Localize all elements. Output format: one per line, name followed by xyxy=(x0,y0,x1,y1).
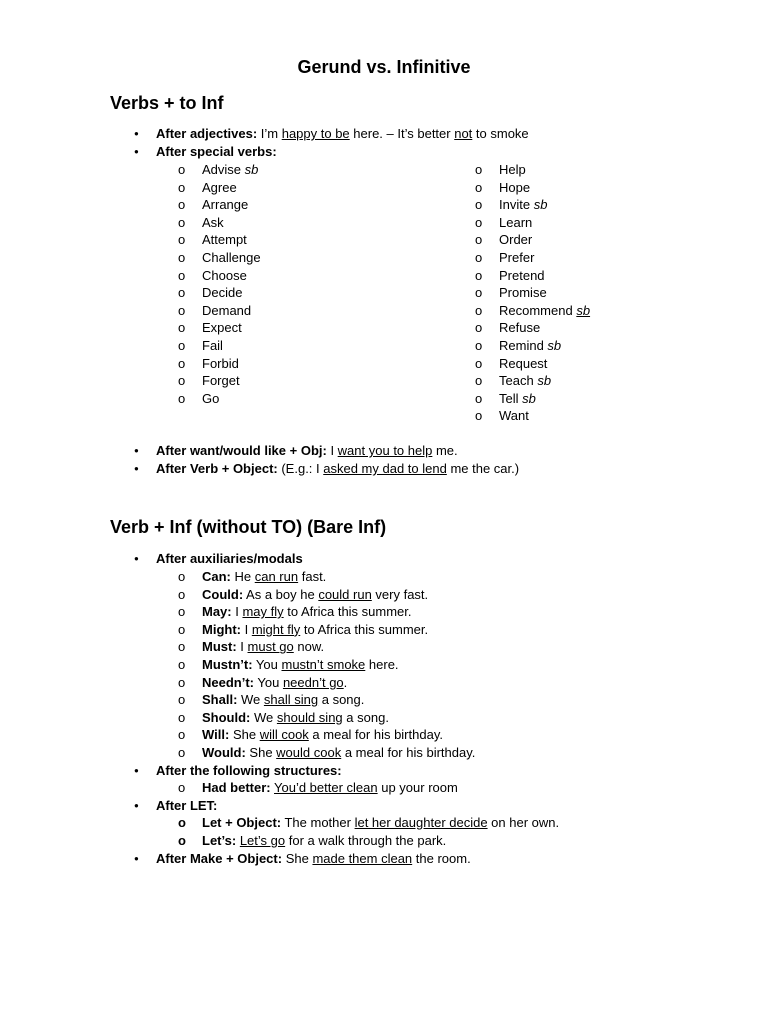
verb-text: Choose xyxy=(202,267,247,283)
item-label: After Verb + Object: xyxy=(156,461,278,476)
list-item-adjectives xyxy=(156,125,529,142)
verb-text: Prefer xyxy=(499,250,535,265)
example-underlined: needn’t go xyxy=(282,674,344,690)
verb-item xyxy=(202,355,239,372)
verb-item xyxy=(202,249,261,266)
item-label: After LET: xyxy=(156,798,218,813)
modal-item xyxy=(202,691,364,708)
verb-item xyxy=(202,196,248,213)
verb-item xyxy=(499,179,530,196)
verb-text: Forbid xyxy=(202,355,239,371)
item-text: to Africa this summer. xyxy=(283,604,412,620)
sb-marker: sb xyxy=(244,162,259,177)
verb-item xyxy=(202,161,258,178)
item-label: May: xyxy=(202,604,232,620)
example-underlined: Let’s go xyxy=(239,833,286,848)
verb-item xyxy=(499,355,547,372)
item-label: Let + Object: xyxy=(202,815,282,830)
example-underlined: not xyxy=(454,126,473,141)
verb-item xyxy=(202,372,240,389)
list-item-structures xyxy=(156,762,342,779)
modal-item xyxy=(202,674,347,691)
verb-item xyxy=(499,337,561,354)
list-item-special-verbs xyxy=(156,143,277,160)
item-label: Could: xyxy=(202,586,244,602)
item-text: . xyxy=(343,674,348,690)
verb-text: Order xyxy=(499,232,533,248)
item-label: Might: xyxy=(202,621,241,637)
verb-text: Teach xyxy=(499,373,534,389)
item-text: up your room xyxy=(377,780,458,795)
item-text: me the car.) xyxy=(446,461,520,476)
verb-text: Help xyxy=(499,162,526,177)
example-underlined: can run xyxy=(254,569,299,584)
verb-text: Promise xyxy=(499,285,547,301)
item-label: After the following structures: xyxy=(156,763,342,778)
verb-text: Expect xyxy=(202,320,242,336)
item-label: Would: xyxy=(202,745,246,760)
modal-item xyxy=(202,638,324,655)
item-text: I xyxy=(240,621,252,637)
verb-text: Tell xyxy=(499,390,519,406)
verb-item xyxy=(499,231,532,248)
page-title: Gerund vs. Infinitive xyxy=(297,57,471,77)
item-text: fast. xyxy=(298,569,327,584)
sub-item-let-object xyxy=(202,814,559,831)
item-text: a song. xyxy=(318,692,365,708)
verb-text: Refuse xyxy=(499,320,541,336)
example-underlined: could run xyxy=(318,586,372,602)
verb-text: Demand xyxy=(202,302,252,318)
verb-item xyxy=(202,231,247,248)
verb-item xyxy=(499,319,540,336)
item-label: After want/would like + Obj: xyxy=(156,443,327,458)
example-underlined: asked my dad to lend xyxy=(323,461,447,476)
list-item-make xyxy=(156,850,471,867)
item-text: I’m xyxy=(257,126,282,141)
verb-item xyxy=(202,214,224,231)
example-underlined: must go xyxy=(247,639,294,655)
example-underlined: let her daughter decide xyxy=(354,815,488,830)
verb-text: Remind xyxy=(499,338,544,353)
item-text: He xyxy=(230,569,255,584)
item-text: The mother xyxy=(281,815,355,830)
item-text: for a walk through the park. xyxy=(285,833,447,848)
sub-item-had-better xyxy=(202,779,458,796)
item-text: me. xyxy=(432,443,458,458)
sb-marker: sb xyxy=(537,373,552,389)
verb-text: Want xyxy=(499,408,529,424)
item-text: We xyxy=(250,709,277,725)
sub-item-lets xyxy=(202,832,446,849)
verb-item xyxy=(202,179,237,196)
item-label: After adjectives: xyxy=(156,126,258,141)
verb-item xyxy=(499,267,545,284)
modal-item xyxy=(202,744,475,761)
example-underlined: happy to be xyxy=(281,126,350,141)
modal-item xyxy=(202,726,443,743)
item-text: on her own. xyxy=(487,815,560,830)
item-text: I xyxy=(326,443,338,458)
modal-item xyxy=(202,656,399,673)
sb-marker: sb xyxy=(547,338,562,353)
verb-item xyxy=(202,267,247,284)
item-label: Will: xyxy=(202,727,230,743)
list-item-verb-object xyxy=(156,460,519,477)
verb-text: Advise xyxy=(202,162,242,177)
verb-item xyxy=(499,372,551,389)
item-label: After auxiliaries/modals xyxy=(156,551,303,566)
item-text: She xyxy=(245,745,277,760)
item-text: here. xyxy=(365,657,399,672)
verb-item xyxy=(499,407,529,424)
verb-item xyxy=(202,390,219,407)
modal-item xyxy=(202,709,389,726)
verb-item xyxy=(202,337,223,354)
item-text: now. xyxy=(293,639,325,655)
item-text: the room. xyxy=(412,851,471,866)
sb-marker: sb xyxy=(576,302,591,318)
verb-item xyxy=(499,249,534,266)
item-text: As a boy he xyxy=(243,586,319,602)
verb-text: Fail xyxy=(202,338,223,353)
item-text: I xyxy=(231,604,243,620)
example-underlined: might fly xyxy=(251,621,301,637)
item-text: to Africa this summer. xyxy=(300,621,429,637)
list-item-let xyxy=(156,797,217,814)
verb-text: Attempt xyxy=(202,232,247,248)
modal-item xyxy=(202,603,412,620)
item-text: a meal for his birthday. xyxy=(308,727,443,743)
item-text: You xyxy=(252,657,282,672)
item-label: After Make + Object: xyxy=(156,851,283,866)
modal-item xyxy=(202,621,428,638)
example-underlined: shall sing xyxy=(263,692,319,708)
item-label: Needn’t: xyxy=(202,674,254,690)
example-underlined: made them clean xyxy=(312,851,413,866)
verb-text: Pretend xyxy=(499,267,545,283)
item-text: to smoke xyxy=(472,126,529,141)
verb-item xyxy=(499,196,547,213)
item-label: Shall: xyxy=(202,692,238,708)
verb-text: Decide xyxy=(202,285,243,301)
item-text: (E.g.: I xyxy=(277,461,324,476)
item-text: She xyxy=(282,851,313,866)
verb-text: Learn xyxy=(499,214,533,230)
verb-item xyxy=(499,214,532,231)
section-heading-to-inf: Verbs + to Inf xyxy=(110,93,224,113)
item-label: Should: xyxy=(202,709,251,725)
verb-text: Recommend xyxy=(499,302,573,318)
list-item-modals xyxy=(156,550,303,567)
verb-text: Arrange xyxy=(202,197,249,213)
verb-item xyxy=(202,319,242,336)
verb-text: Request xyxy=(499,355,548,371)
item-label: Let’s: xyxy=(202,833,237,848)
example-underlined: should sing xyxy=(276,709,343,725)
item-text: I xyxy=(236,639,248,655)
sb-marker: sb xyxy=(533,197,548,213)
modal-item xyxy=(202,568,326,585)
verb-item xyxy=(202,284,242,301)
item-label: After special verbs: xyxy=(156,144,277,159)
item-text: She xyxy=(229,727,260,743)
item-text: a meal for his birthday. xyxy=(341,745,476,760)
list-item-want xyxy=(156,442,458,459)
verb-text: Hope xyxy=(499,179,531,195)
item-text: here. – It’s better xyxy=(349,126,455,141)
example-underlined: You’d better clean xyxy=(274,780,378,795)
item-text: a song. xyxy=(342,709,389,725)
item-label: Must: xyxy=(202,639,237,655)
item-label: Had better: xyxy=(202,780,271,795)
item-label: Mustn’t: xyxy=(202,657,253,672)
example-underlined: want you to help xyxy=(337,443,433,458)
item-text: You xyxy=(254,674,283,690)
example-underlined: mustn’t smoke xyxy=(281,657,366,672)
example-underlined: may fly xyxy=(242,604,284,620)
verb-text: Challenge xyxy=(202,250,261,265)
sb-marker: sb xyxy=(522,390,536,406)
verb-item xyxy=(202,302,251,319)
example-underlined: will cook xyxy=(259,727,309,743)
verb-text: Go xyxy=(202,390,220,406)
item-text: very fast. xyxy=(371,586,429,602)
verb-text: Ask xyxy=(202,214,224,230)
example-underlined: would cook xyxy=(276,745,342,760)
verb-item xyxy=(499,284,547,301)
verb-text: Forget xyxy=(202,373,240,389)
item-text: We xyxy=(237,692,264,708)
section-heading-bare-inf: Verb + Inf (without TO) (Bare Inf) xyxy=(110,517,387,537)
verb-text: Agree xyxy=(202,179,237,195)
verb-text: Invite xyxy=(499,197,531,213)
modal-item xyxy=(202,586,428,603)
verb-item xyxy=(499,302,590,319)
item-label: Can: xyxy=(202,569,231,584)
verb-item xyxy=(499,390,536,407)
verb-item xyxy=(499,161,526,178)
